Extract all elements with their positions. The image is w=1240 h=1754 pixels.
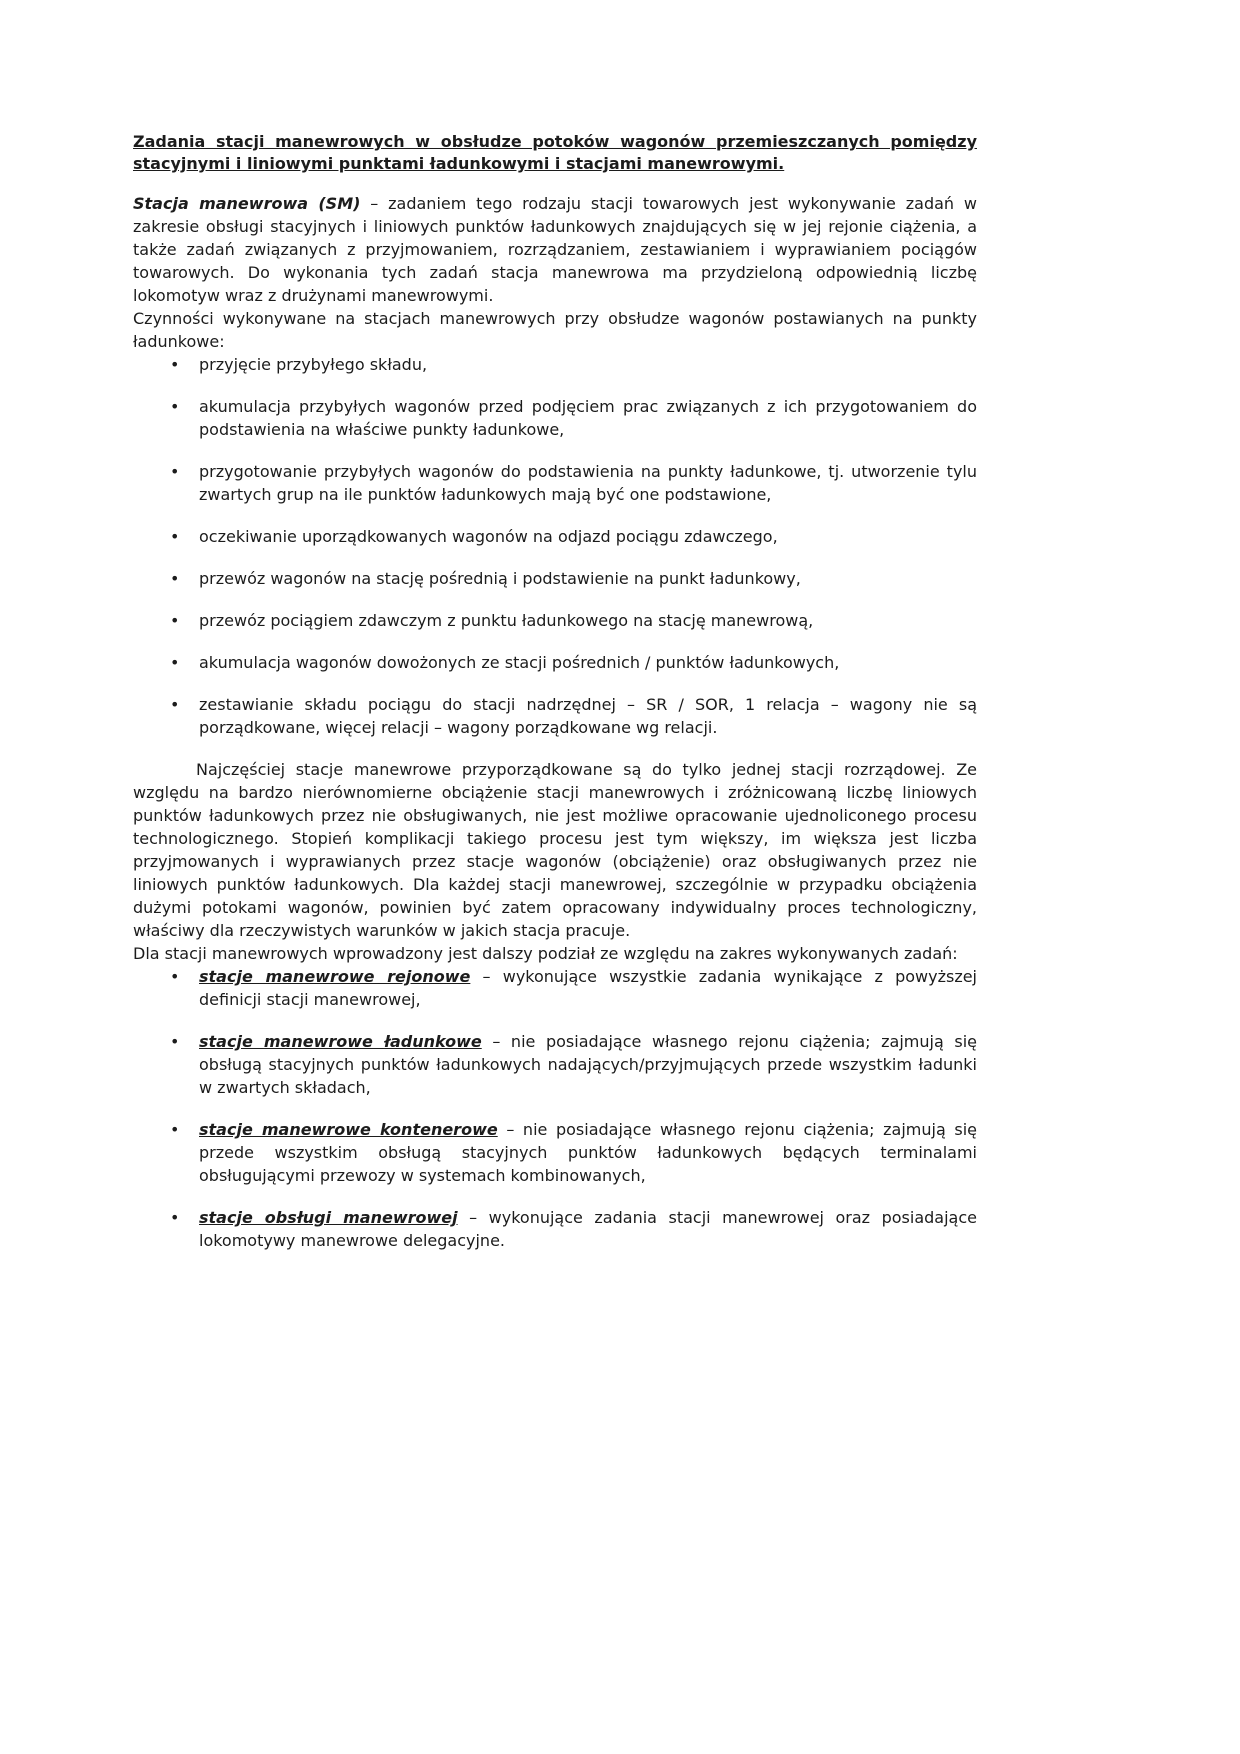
list-item bbox=[133, 395, 977, 441]
station-type-term: stacje manewrowe rejonowe bbox=[199, 967, 471, 986]
list-item bbox=[133, 353, 977, 376]
station-type-term: stacje manewrowe ładunkowe bbox=[199, 1032, 482, 1051]
intro-paragraph-text: – zadaniem tego rodzaju stacji towarowych jest wykonywanie zadań w zakresie obsługi stacyjnych i liniowych punktów ładunkowych znajdujących się w jej rejonie ciążenia, a także zadań związanych z przyjmowaniem, rozrządzaniem, zestawianiem i wyprawianiem pociągów towarowych. Do wykonania tych zadań stacja manewrowa ma przydzieloną odpowiednią liczbę lokomotyw wraz z drużynami manewrowymi. bbox=[133, 194, 977, 305]
list-item-text: akumulacja przybyłych wagonów przed podjęciem prac związanych z ich przygotowaniem do podstawienia na właściwe punkty ładunkowe, bbox=[199, 397, 977, 439]
intro-paragraph bbox=[133, 192, 977, 307]
list-item bbox=[133, 525, 977, 548]
paragraph-most-common: Najczęściej stacje manewrowe przyporządkowane są do tylko jednej stacji rozrządowej. Ze względu na bardzo nierównomierne obciążenie stacji manewrowych i zróżnicowaną liczbę liniowych punktów ładunkowych przez nie obsługiwanych, nie jest możliwe opracowanie ujednoliconego procesu technologicznego. Stopień komplikacji takiego procesu jest tym większy, im większa jest liczba przyjmowanych i wyprawianych przez stacje wagonów (obciążenie) oraz obsługiwanych przez nie liniowych punktów ładunkowych. Dla każdej stacji manewrowej, szczególnie w przypadku obciążenia dużymi potokami wagonów, powinien być zatem opracowany indywidualny proces technologiczny, właściwy dla rzeczywistych warunków w jakich stacja pracuje. bbox=[133, 760, 977, 940]
station-type-description: – nie posiadające własnego rejonu ciążenia; zajmują się przede wszystkim obsługą stacyjnych punktów ładunkowych będących terminalami obsługującymi przewozy w systemach kombinowanych, bbox=[199, 1120, 977, 1185]
bullet-icon: • bbox=[170, 355, 180, 374]
bullet-icon: • bbox=[170, 569, 180, 588]
list-item-text: zestawianie składu pociągu do stacji nadrzędnej – SR / SOR, 1 relacja – wagony nie są porządkowane, więcej relacji – wagony porządkowane wg relacji. bbox=[199, 695, 977, 737]
bullet-icon: • bbox=[170, 1120, 180, 1139]
list-item-text: przewóz pociągiem zdawczym z punktu ładunkowego na stację manewrową, bbox=[199, 611, 814, 630]
list-item bbox=[133, 1118, 977, 1187]
bullet-icon: • bbox=[170, 1032, 180, 1051]
station-type-term: stacje obsługi manewrowej bbox=[199, 1208, 458, 1227]
list-item bbox=[133, 965, 977, 1011]
bullet-icon: • bbox=[170, 1208, 180, 1227]
list-item bbox=[133, 651, 977, 674]
bullet-icon: • bbox=[170, 653, 180, 672]
list-item bbox=[133, 693, 977, 739]
station-type-description: – wykonujące zadania stacji manewrowej oraz posiadające lokomotywy manewrowe delegacyjne. bbox=[199, 1208, 977, 1250]
list-item bbox=[133, 609, 977, 632]
station-type-description: – wykonujące wszystkie zadania wynikające z powyższej definicji stacji manewrowej, bbox=[199, 967, 978, 1009]
list-item bbox=[133, 460, 977, 506]
station-types-list bbox=[133, 965, 977, 1252]
list-item bbox=[133, 567, 977, 590]
list-item bbox=[133, 1206, 977, 1252]
bullet-icon: • bbox=[170, 611, 180, 630]
list-item-text: przewóz wagonów na stację pośrednią i podstawienie na punkt ładunkowy, bbox=[199, 569, 801, 588]
list-item-text: akumulacja wagonów dowożonych ze stacji pośrednich / punktów ładunkowych, bbox=[199, 653, 840, 672]
list-item-text: przygotowanie przybyłych wagonów do podstawienia na punkty ładunkowe, tj. utworzenie tylu zwartych grup na ile punktów ładunkowych mają być one podstawione, bbox=[199, 462, 977, 504]
bullet-icon: • bbox=[170, 527, 180, 546]
bullet-icon: • bbox=[170, 695, 180, 714]
paragraph-division-intro: Dla stacji manewrowych wprowadzony jest dalszy podział ze względu na zakres wykonywanych zadań: bbox=[133, 944, 958, 963]
bullet-icon: • bbox=[170, 397, 180, 416]
bullet-icon: • bbox=[170, 967, 180, 986]
term-stacja-manewrowa: Stacja manewrowa (SM) bbox=[133, 194, 361, 213]
list-item-text: przyjęcie przybyłego składu, bbox=[199, 355, 428, 374]
station-type-description: – nie posiadające własnego rejonu ciążenia; zajmują się obsługą stacyjnych punktów ładunkowych nadających/przyjmujących przede wszystkim ładunki w zwartych składach, bbox=[199, 1032, 978, 1097]
list-item bbox=[133, 1030, 977, 1099]
station-type-term: stacje manewrowe kontenerowe bbox=[199, 1120, 498, 1139]
document-title: Zadania stacji manewrowych w obsłudze potoków wagonów przemieszczanych pomiędzy stacyjnymi i liniowymi punktami ładunkowymi i stacjami manewrowymi. bbox=[133, 132, 977, 173]
activities-list bbox=[133, 353, 977, 739]
list-item-text: oczekiwanie uporządkowanych wagonów na odjazd pociągu zdawczego, bbox=[199, 527, 778, 546]
activities-intro-paragraph: Czynności wykonywane na stacjach manewrowych przy obsłudze wagonów postawianych na punkty ładunkowe: bbox=[133, 309, 977, 351]
bullet-icon: • bbox=[170, 462, 180, 481]
